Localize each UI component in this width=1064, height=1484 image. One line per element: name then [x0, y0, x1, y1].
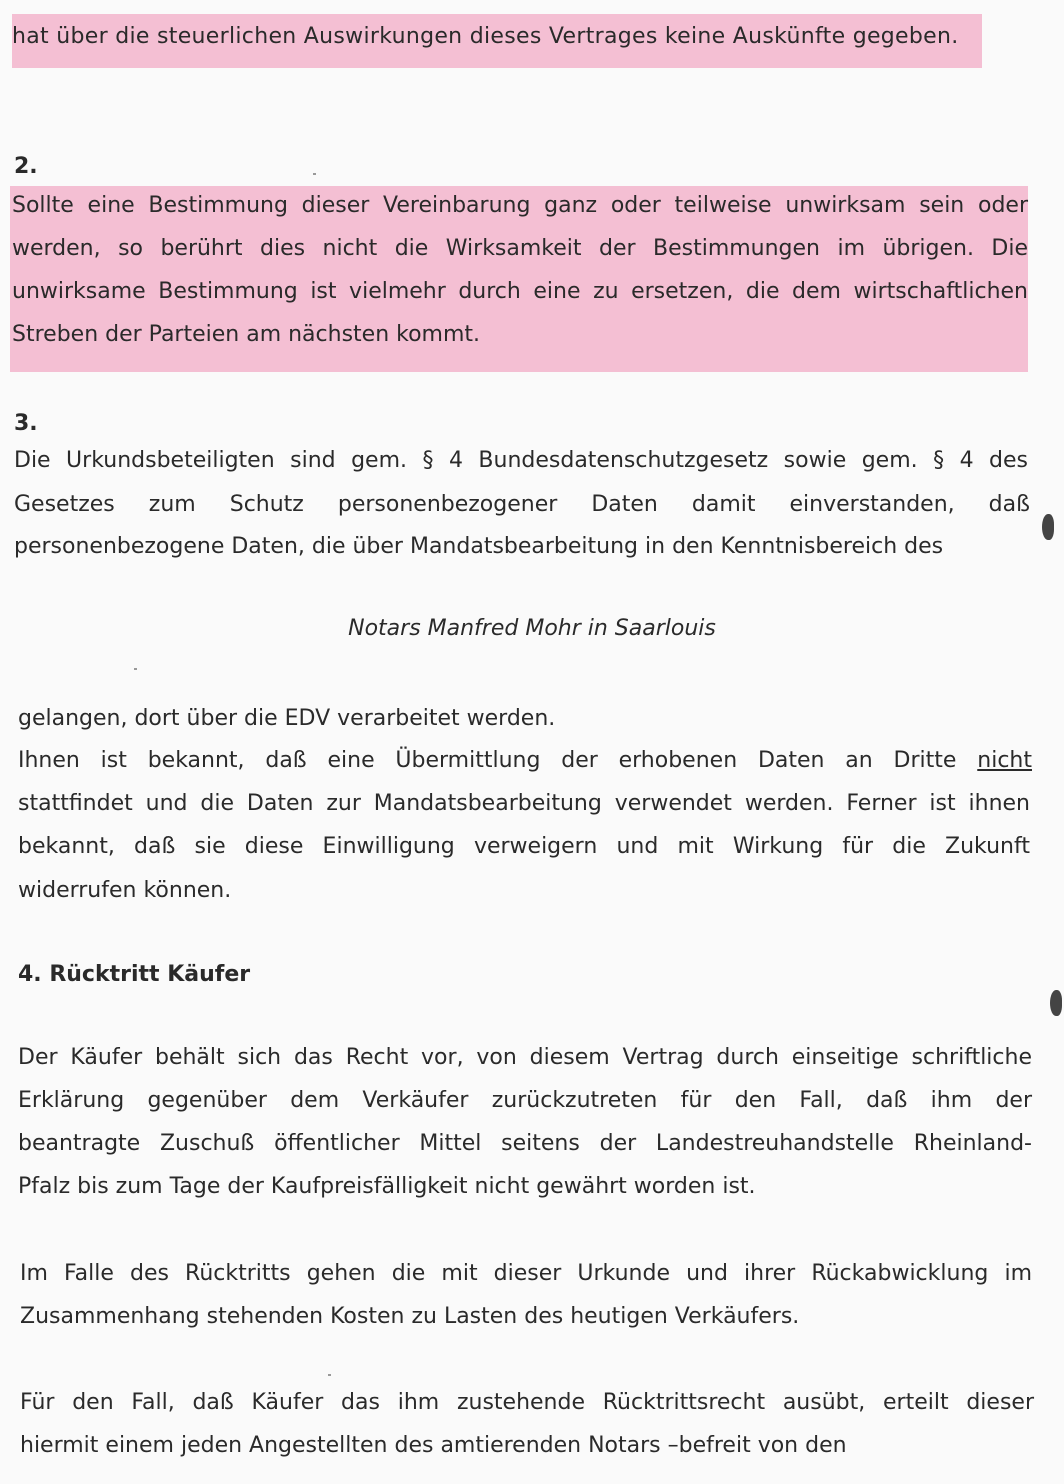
- section4-p1-line4: Pfalz bis zum Tage der Kaufpreisfälligkeit nicht gewährt worden ist.: [18, 1174, 756, 1199]
- section2-line1: Sollte eine Bestimmung dieser Vereinbarung ganz oder teilweise unwirksam sein oder: [12, 193, 1028, 218]
- info-line1-underlined: nicht: [977, 748, 1032, 773]
- notary-name: Notars Manfred Mohr in Saarlouis: [348, 616, 716, 641]
- scan-speck: [313, 173, 316, 175]
- punch-hole-mark: [1042, 514, 1054, 540]
- section3-info-line4: widerrufen können.: [18, 878, 232, 903]
- section3-after-line1: gelangen, dort über die EDV verarbeitet werden.: [18, 706, 556, 731]
- scan-speck: [328, 1374, 331, 1376]
- section4-p3-line1: Für den Fall, daß Käufer das ihm zustehende Rücktrittsrecht ausübt, erteilt dieser: [20, 1390, 1034, 1415]
- punch-hole-mark: [1050, 990, 1062, 1016]
- info-line1-text: Ihnen ist bekannt, daß eine Übermittlung der erhobenen Daten an Dritte: [18, 748, 957, 773]
- section4-p1-line2: Erklärung gegenüber dem Verkäufer zurückzutreten für den Fall, daß ihm der: [18, 1088, 1032, 1113]
- section4-p1-line1: Der Käufer behält sich das Recht vor, von diesem Vertrag durch einseitige schriftliche: [18, 1045, 1032, 1070]
- section2-number: 2.: [14, 154, 38, 179]
- section3-line1: Die Urkundsbeteiligten sind gem. § 4 Bundesdatenschutzgesetz sowie gem. § 4 des: [14, 448, 1028, 473]
- section4-p2-line2: Zusammenhang stehenden Kosten zu Lasten des heutigen Verkäufers.: [20, 1304, 800, 1329]
- section3-line2: Gesetzes zum Schutz personenbezogener Daten damit einverstanden, daß: [14, 492, 1030, 517]
- section4-p3-line2: hiermit einem jeden Angestellten des amtierenden Notars –befreit von den: [20, 1433, 847, 1458]
- section3-info-line3: bekannt, daß sie diese Einwilligung verweigern und mit Wirkung für die Zukunft: [18, 834, 1030, 859]
- section3-info-line2: stattfindet und die Daten zur Mandatsbearbeitung verwendet werden. Ferner ist ihnen: [18, 791, 1030, 816]
- scan-speck: [134, 668, 137, 670]
- para1-line1: hat über die steuerlichen Auswirkungen dieses Vertrages keine Auskünfte gegeben.: [12, 24, 959, 49]
- section2-line4: Streben der Parteien am nächsten kommt.: [12, 322, 481, 347]
- section4-heading: 4. Rücktritt Käufer: [18, 962, 251, 987]
- section4-p2-line1: Im Falle des Rücktritts gehen die mit dieser Urkunde und ihrer Rückabwicklung im: [20, 1261, 1032, 1286]
- section3-line3: personenbezogene Daten, die über Mandatsbearbeitung in den Kenntnisbereich des: [14, 534, 944, 559]
- section3-number: 3.: [14, 411, 38, 436]
- section3-info-line1: [18, 746, 1032, 776]
- section2-line2: werden, so berührt dies nicht die Wirksamkeit der Bestimmungen im übrigen. Die: [12, 236, 1028, 261]
- section2-line3: unwirksame Bestimmung ist vielmehr durch eine zu ersetzen, die dem wirtschaftlichen: [12, 279, 1028, 304]
- section4-p1-line3: beantragte Zuschuß öffentlicher Mittel seitens der Landestreuhandstelle Rheinland-: [18, 1131, 1032, 1156]
